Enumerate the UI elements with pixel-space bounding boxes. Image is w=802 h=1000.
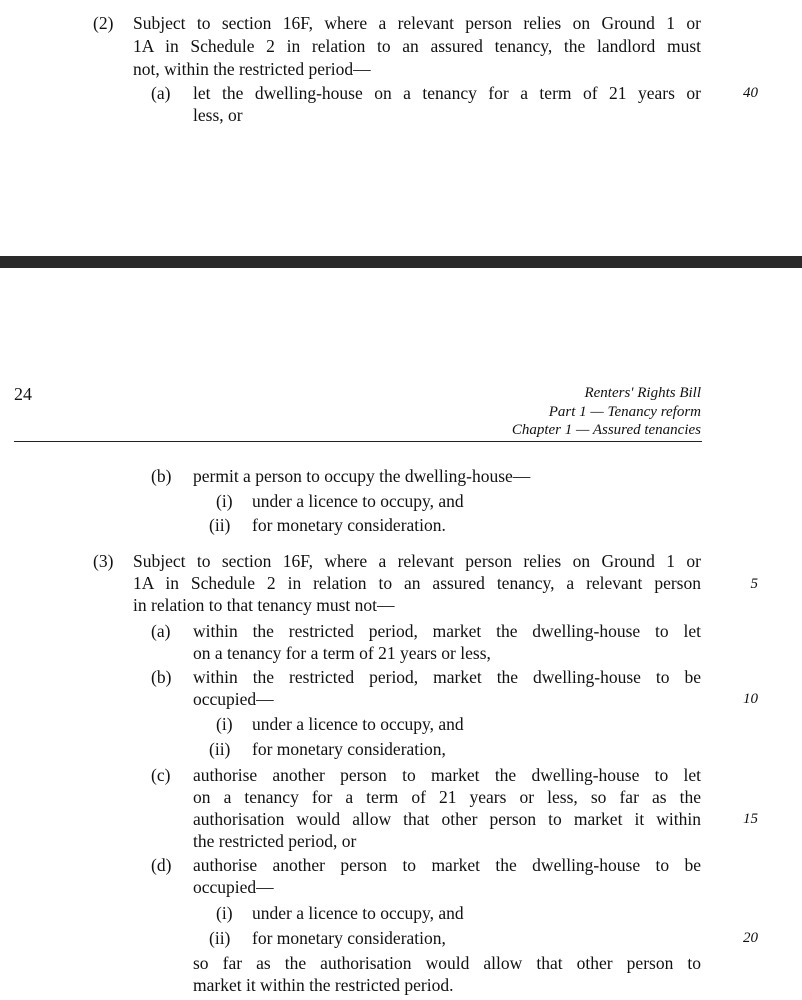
running-header-part: Part 1 — Tenancy reform <box>548 404 701 420</box>
line-number-20: 20 <box>743 930 758 946</box>
sub3-paragraph-d-line-1: authorise another person to market the dwelling-house to be <box>193 855 701 875</box>
sub3-d-item-i-label: (i) <box>216 903 233 923</box>
header-rule <box>14 441 702 442</box>
paragraph-a-label: (a) <box>151 83 171 103</box>
sub3-b-item-ii-text: for monetary consideration, <box>252 739 446 759</box>
sub3-paragraph-a-label: (a) <box>151 621 171 641</box>
running-header-title: Renters' Rights Bill <box>584 385 701 401</box>
subsection-3-line-1: Subject to section 16F, where a relevant person relies on Ground 1 or <box>133 551 701 571</box>
line-number-40: 40 <box>743 85 758 101</box>
subsection-2-line-1: Subject to section 16F, where a relevant person relies on Ground 1 or <box>133 13 701 33</box>
line-number-5: 5 <box>750 576 758 592</box>
sub3-paragraph-c-line-1: authorise another person to market the dwelling-house to let <box>193 765 701 785</box>
sub3-paragraph-c-label: (c) <box>151 765 171 785</box>
page-number: 24 <box>14 384 32 404</box>
paragraph-b-item-i-label: (i) <box>216 491 233 511</box>
running-header-chapter: Chapter 1 — Assured tenancies <box>511 422 701 438</box>
paragraph-b-text: permit a person to occupy the dwelling-house— <box>193 466 531 486</box>
paragraph-a-line-1: let the dwelling-house on a tenancy for a term of 21 years or <box>193 83 701 103</box>
subsection-3-line-3: in relation to that tenancy must not— <box>133 595 395 615</box>
sub3-d-tail-line-2: market it within the restricted period. <box>193 975 454 995</box>
sub3-paragraph-b-line-1: within the restricted period, market the dwelling-house to be <box>193 667 701 687</box>
paragraph-b-item-ii-text: for monetary consideration. <box>252 515 446 535</box>
sub3-d-item-i-text: under a licence to occupy, and <box>252 903 464 923</box>
sub3-b-item-ii-label: (ii) <box>209 739 231 759</box>
sub3-paragraph-b-label: (b) <box>151 667 172 687</box>
sub3-b-item-i-label: (i) <box>216 714 233 734</box>
sub3-paragraph-a-line-2: on a tenancy for a term of 21 years or less, <box>193 643 491 663</box>
sub3-d-item-ii-text: for monetary consideration, <box>252 928 446 948</box>
subsection-3-number: (3) <box>93 551 114 571</box>
sub3-b-item-i-text: under a licence to occupy, and <box>252 714 464 734</box>
sub3-d-tail-line-1: so far as the authorisation would allow that other person to <box>193 953 701 973</box>
subsection-2-line-3: not, within the restricted period— <box>133 59 371 79</box>
subsection-2-line-2: 1A in Schedule 2 in relation to an assured tenancy, the landlord must <box>133 36 701 56</box>
sub3-paragraph-c-line-3: authorisation would allow that other person to market it within <box>193 809 701 829</box>
sub3-paragraph-a-line-1: within the restricted period, market the dwelling-house to let <box>193 621 701 641</box>
line-number-15: 15 <box>743 811 758 827</box>
sub3-d-item-ii-label: (ii) <box>209 928 231 948</box>
line-number-10: 10 <box>743 691 758 707</box>
sub3-paragraph-b-line-2: occupied— <box>193 689 274 709</box>
sub3-paragraph-c-line-2: on a tenancy for a term of 21 years or less, so far as the <box>193 787 701 807</box>
subsection-2-number: (2) <box>93 13 114 33</box>
sub3-paragraph-d-label: (d) <box>151 855 172 875</box>
paragraph-b-label: (b) <box>151 466 172 486</box>
page-separator <box>0 256 802 268</box>
subsection-3-line-2: 1A in Schedule 2 in relation to an assured tenancy, a relevant person <box>133 573 701 593</box>
paragraph-b-item-ii-label: (ii) <box>209 515 231 535</box>
paragraph-a-line-2: less, or <box>193 105 243 125</box>
paragraph-b-item-i-text: under a licence to occupy, and <box>252 491 464 511</box>
sub3-paragraph-c-line-4: the restricted period, or <box>193 831 357 851</box>
sub3-paragraph-d-line-2: occupied— <box>193 877 274 897</box>
